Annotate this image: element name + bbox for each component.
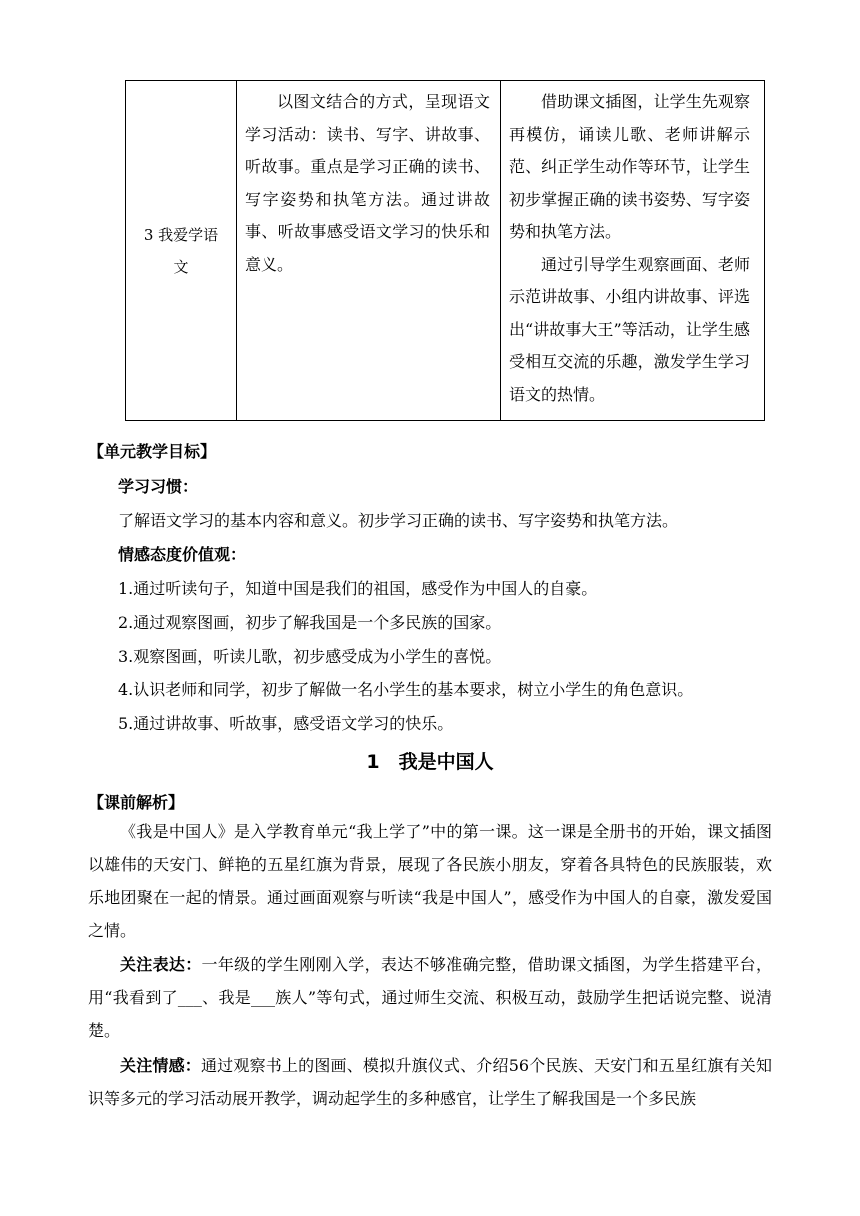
- emotion-paragraph: [88, 1049, 772, 1115]
- goal-item-4: 4.认识老师和同学，初步了解做一名小学生的基本要求，树立小学生的角色意识。: [118, 680, 694, 699]
- expression-paragraph: [88, 948, 772, 1047]
- lesson-title: 1 我是中国人: [366, 751, 494, 773]
- method-cell: [501, 81, 765, 421]
- method-paragraph-2: 通过引导学生观察画面、老师示范讲故事、小组内讲故事、评选出“讲故事大王”等活动，让学生感受相互交流的乐趣，激发学生学习语文的热情。: [509, 254, 750, 404]
- lesson-name-cell: [126, 81, 237, 421]
- values-label: 情感态度价值观：: [118, 545, 247, 564]
- content-text: 以图文结合的方式，呈现语文学习活动：读书、写字、讲故事、听故事。重点是学习正确的读书、写字姿势和执笔方法。通过讲故事、听故事感受语文学习的快乐和意义。: [245, 92, 490, 274]
- habits-text: 了解语文学习的基本内容和意义。初步学习正确的读书、写字姿势和执笔方法。: [118, 511, 679, 530]
- analysis-paragraph: 《我是中国人》是入学教育单元“我上学了”中的第一课。这一课是全册书的开始，课文插图以雄伟的天安门、鲜艳的五星红旗为背景，展现了各民族小朋友，穿着各具特色的民族服装，欢乐地团聚在一起的情景。通过画面观察与听读“我是中国人”，感受作为中国人的自豪，激发爱国之情。: [88, 822, 772, 940]
- table-row: [126, 81, 765, 421]
- lesson-table: [125, 80, 765, 421]
- habits-label: 学习习惯：: [118, 477, 199, 496]
- goal-item-5: 5.通过讲故事、听故事，感受语文学习的快乐。: [118, 714, 454, 733]
- goal-item-1: 1.通过听读句子，知道中国是我们的祖国，感受作为中国人的自豪。: [118, 579, 598, 598]
- expression-label: 关注表达：: [120, 955, 202, 974]
- lesson-name: 3 我爱学语文: [143, 225, 219, 276]
- emotion-text: 通过观察书上的图画、模拟升旗仪式、介绍56个民族、天安门和五星红旗有关知识等多元的学习活动展开教学，调动起学生的多种感官，让学生了解我国是一个多民族: [88, 1056, 772, 1108]
- content-cell: [237, 81, 501, 421]
- analysis-heading: 【课前解析】: [88, 793, 185, 812]
- emotion-label: 关注情感：: [120, 1056, 201, 1075]
- method-paragraph-1: 借助课文插图，让学生先观察再模仿，诵读儿歌、老师讲解示范、纠正学生动作等环节，让学生初步掌握正确的读书姿势、写字姿势和执笔方法。: [509, 92, 750, 241]
- goal-item-3: 3.观察图画，听读儿歌，初步感受成为小学生的喜悦。: [118, 647, 502, 666]
- goal-item-2: 2.通过观察图画，初步了解我国是一个多民族的国家。: [118, 613, 502, 632]
- expression-text: 一年级的学生刚刚入学，表达不够准确完整，借助课文插图，为学生搭建平台，用“我看到了___、我是___族人”等句式，通过师生交流、积极互动，鼓励学生把话说完整、说清楚。: [88, 955, 772, 1040]
- unit-goals-heading: 【单元教学目标】: [88, 442, 217, 461]
